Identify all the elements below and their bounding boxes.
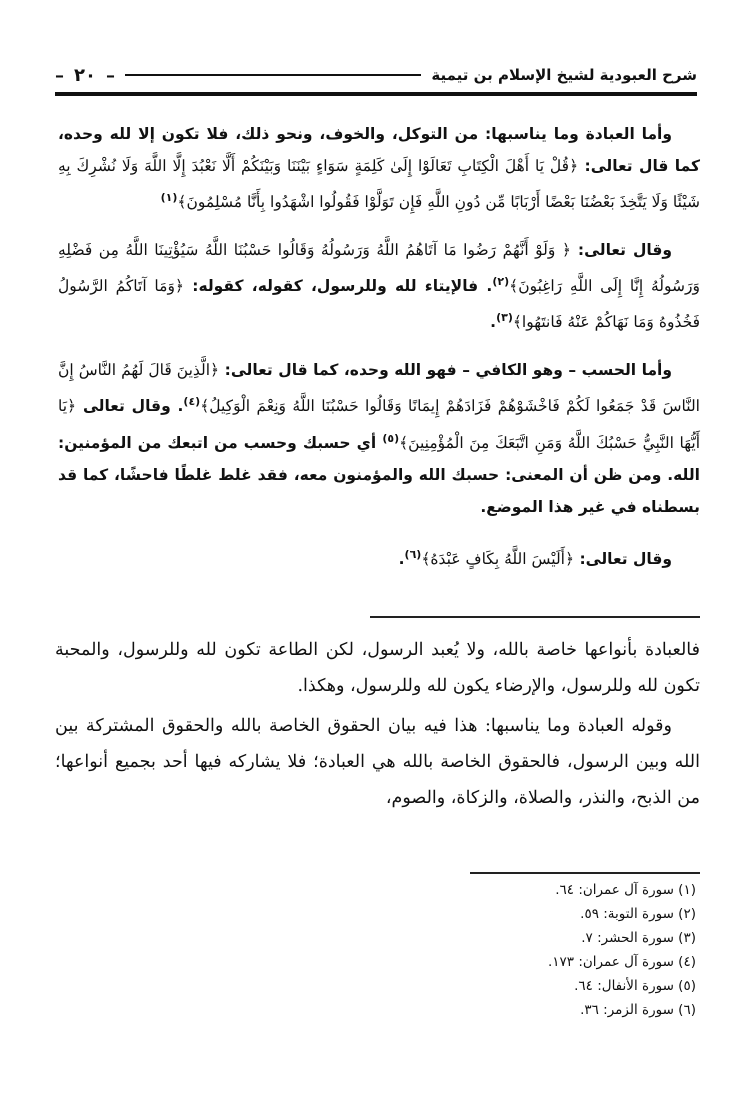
- footnote-ref: (٢): [492, 275, 510, 289]
- footnote-ref: (٥): [382, 431, 400, 445]
- footnote-ref: (٦): [404, 547, 422, 561]
- quran-verse: ﴿وَمَا آتَاكُمُ الرَّسُولُ فَخُذُوهُ وَمَا نَهَاكُمْ عَنْهُ فَانتَهُوا﴾: [58, 277, 700, 332]
- header-line: [125, 74, 421, 76]
- quran-verse: ﴿أَلَيْسَ اللَّهُ بِكَافٍ عَبْدَهُ﴾: [421, 549, 575, 568]
- footnote-ref: (١): [160, 191, 178, 204]
- footnote-ref: (٤): [183, 395, 201, 409]
- footnote-1: (١) سورة آل عمران: ٦٤.: [555, 882, 696, 898]
- page-number: ٢٠: [74, 64, 96, 86]
- footnote-5: (٥) سورة الأنفال: ٦٤.: [574, 978, 696, 994]
- header-dash-left: –: [105, 64, 115, 86]
- matn-paragraph-1: وأما العبادة وما يناسبها: من التوكل، والخوف، ونحو ذلك، فلا تكون إلا لله وحده، كما قال تعالى: ﴿قُلْ يَا أَهْلَ الْكِتَابِ تَعَالَوْا إِلَىٰ كَلِمَةٍ سَوَاءٍ بَيْنَنَا وَبَيْنَكُمْ أَلَّا نَعْبُدَ إِلَّا اللَّهَ وَلَا نُشْرِكَ بِهِ شَيْئًا وَلَا يَتَّخِذَ بَعْضُنَا بَعْضًا أَرْبَابًا مِّن دُونِ اللَّهِ فَإِن تَوَلَّوْا فَقُولُوا اشْهَدُوا بِأَنَّا مُسْلِمُونَ﴾$^{(١)}$: [58, 125, 701, 212]
- matn-paragraph-2: وقال تعالى: ﴿ وَلَوْ أَنَّهُمْ رَضُوا مَا آتَاهُمُ اللَّهُ وَرَسُولُهُ وَقَالُوا حَسْبُنَا اللَّهُ سَيُؤْتِينَا اللَّهُ مِن فَضْلِهِ وَرَسُولُهُ إِنَّا إِلَى اللَّهِ رَاغِبُونَ﴾$^{(٢)}$. فالإيتاء لله وللرسول، كقوله، كقوله: ﴿وَمَا آتَاكُمُ الرَّسُولُ فَخُذُوهُ وَمَا نَهَاكُمْ عَنْهُ فَانتَهُوا﴾$^{(٣)}$.: [58, 241, 700, 332]
- footnote-2: (٢) سورة التوبة: ٥٩.: [580, 906, 696, 922]
- footnote-3: (٣) سورة الحشر: ٧.: [581, 930, 696, 946]
- running-header: [55, 60, 697, 90]
- footnote-rule: [470, 872, 700, 874]
- commentary-paragraph-1: فالعبادة بأنواعها خاصة بالله، ولا يُعبد الرسول، لكن الطاعة تكون لله وللرسول، والمحبة تكون لله وللرسول، والإرضاء يكون لله وللرسول، وهكذا.: [55, 640, 700, 696]
- quran-verse: ﴿الَّذِينَ قَالَ لَهُمُ النَّاسُ إِنَّ النَّاسَ قَدْ جَمَعُوا لَكُمْ فَاخْشَوْهُمْ فَزَادَهُمْ إِيمَانًا وَقَالُوا حَسْبُنَا اللَّهُ وَنِعْمَ الْوَكِيلُ﴾: [58, 361, 700, 416]
- footnote-ref: (٣): [496, 311, 513, 325]
- header-rule: [55, 92, 697, 96]
- quran-verse: ﴿قُلْ يَا أَهْلَ الْكِتَابِ تَعَالَوْا إِلَىٰ كَلِمَةٍ سَوَاءٍ بَيْنَنَا وَبَيْنَكُمْ أَلَّا نَعْبُدَ إِلَّا اللَّهَ وَلَا نُشْرِكَ بِهِ شَيْئًا وَلَا يَتَّخِذَ بَعْضُنَا بَعْضًا أَرْبَابًا مِّن دُونِ اللَّهِ فَإِن تَوَلَّوْا فَقُولُوا اشْهَدُوا بِأَنَّا مُسْلِمُونَ﴾: [58, 157, 700, 212]
- quran-verse: ﴿ وَلَوْ أَنَّهُمْ رَضُوا مَا آتَاهُمُ اللَّهُ وَرَسُولُهُ وَقَالُوا حَسْبُنَا اللَّهُ سَيُؤْتِينَا اللَّهُ مِن فَضْلِهِ وَرَسُولُهُ إِنَّا إِلَى اللَّهِ رَاغِبُونَ﴾: [58, 241, 700, 296]
- commentary-paragraph-2: وقوله العبادة وما يناسبها: هذا فيه بيان الحقوق الخاصة بالله والحقوق المشتركة بين الله وبين الرسول، فالحقوق الخاصة بالله هي العبادة؛ فلا يشاركه فيها أحد بجميع أنواعها؛ من الذبح، والنذر، والصلاة، والزكاة، والصوم،: [55, 716, 700, 808]
- matn-paragraph-4: وقال تعالى: ﴿أَلَيْسَ اللَّهُ بِكَافٍ عَبْدَهُ﴾$^{(٦)}$.: [398, 547, 672, 568]
- footnote-6: (٦) سورة الزمر: ٣٦.: [580, 1002, 696, 1018]
- separator-rule: [370, 616, 700, 618]
- commentary-text: [55, 632, 700, 820]
- footnote-4: (٤) سورة آل عمران: ١٧٣.: [547, 954, 696, 970]
- matn-text: [58, 118, 700, 581]
- header-dash-right: –: [55, 64, 64, 86]
- header-title: شرح العبودية لشيخ الإسلام بن تيمية: [431, 66, 697, 84]
- quran-verse: ﴿يَا أَيُّهَا النَّبِيُّ حَسْبُكَ اللَّهُ وَمَنِ اتَّبَعَكَ مِنَ الْمُؤْمِنِينَ﴾: [58, 397, 700, 452]
- matn-paragraph-3: وأما الحسب – وهو الكافي – فهو الله وحده، كما قال تعالى: ﴿الَّذِينَ قَالَ لَهُمُ النَّاسُ إِنَّ النَّاسَ قَدْ جَمَعُوا لَكُمْ فَاخْشَوْهُمْ فَزَادَهُمْ إِيمَانًا وَقَالُوا حَسْبُنَا اللَّهُ وَنِعْمَ الْوَكِيلُ﴾$^{(٤)}$. وقال تعالى ﴿يَا أَيُّهَا النَّبِيُّ حَسْبُكَ اللَّهُ وَمَنِ اتَّبَعَكَ مِنَ الْمُؤْمِنِينَ﴾$^{(٥)}$ أي حسبك وحسب من اتبعك من المؤمنين: الله. ومن ظن أن المعنى: حسبك الله والمؤمنون معه، فقد غلط غلطًا فاحشًا، كما قد بسطناه في غير هذا الموضع.: [58, 361, 700, 516]
- footnotes: [396, 878, 696, 1022]
